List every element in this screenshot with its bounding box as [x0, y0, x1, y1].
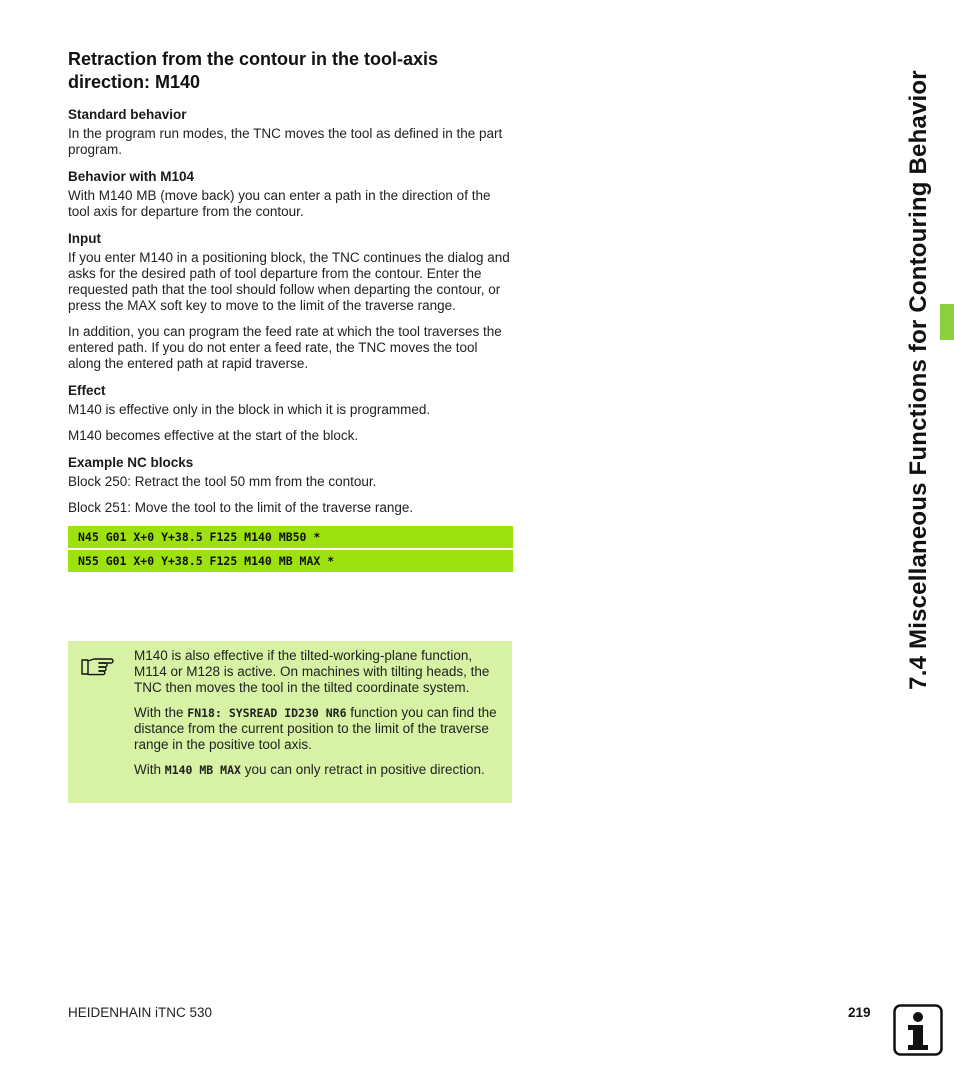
section-example-nc-blocks: [68, 454, 514, 516]
paragraph: If you enter M140 in a positioning block, the TNC continues the dialog and asks for the desired path of tool departure from the contour. Enter the requested path that the tool should follow when departing the contour, or press the MAX soft key to move to the limit of the traverse range.: [68, 250, 510, 313]
note-paragraph: [134, 705, 506, 753]
text: With the: [134, 705, 188, 720]
paragraph: In addition, you can program the feed rate at which the tool traverses the entered path. If you do not enter a feed rate, the TNC moves the tool along the entered path at rapid traverse.: [68, 324, 502, 371]
note-paragraph: M140 is also effective if the tilted-working-plane function, M114 or M128 is active. On machines with tilting heads, the TNC then moves the tool in the tilted coordinate system.: [134, 648, 490, 695]
section-standard-behavior: [68, 106, 514, 158]
footer-product: HEIDENHAIN iTNC 530: [68, 1005, 213, 1020]
code-line-n45: N45 G01 X+0 Y+38.5 F125 M140 MB50 *: [68, 526, 513, 548]
code-line-n55: N55 G01 X+0 Y+38.5 F125 M140 MB MAX *: [68, 550, 513, 572]
page-heading: Retraction from the contour in the tool-axis direction: M140: [68, 49, 439, 92]
section-title: Behavior with M104: [68, 169, 195, 184]
note-box: [68, 641, 512, 803]
section-title: Standard behavior: [68, 107, 187, 122]
paragraph: M140 is effective only in the block in which it is programmed.: [68, 402, 431, 417]
chapter-side-title: 7.4 Miscellaneous Functions for Contouring Behavior: [905, 70, 932, 690]
chapter-tab-marker: [940, 304, 954, 340]
inline-code: M140 MB MAX: [164, 763, 241, 777]
section-behavior-m104: [68, 168, 514, 220]
text: With: [134, 762, 165, 777]
info-icon: [893, 1004, 943, 1056]
pointing-hand-icon: [80, 651, 114, 677]
main-content: [68, 48, 514, 574]
section-effect: [68, 382, 514, 444]
note-text: [134, 648, 506, 787]
section-input: [68, 230, 514, 372]
paragraph: With M140 MB (move back) you can enter a path in the direction of the tool axis for departure from the contour.: [68, 188, 491, 219]
section-title: Example NC blocks: [68, 455, 194, 470]
paragraph: M140 becomes effective at the start of the block.: [68, 428, 359, 443]
paragraph: In the program run modes, the TNC moves the tool as defined in the part program.: [68, 126, 503, 157]
paragraph: Block 250: Retract the tool 50 mm from the contour.: [68, 474, 377, 489]
note-paragraph: [134, 762, 506, 778]
inline-code: FN18: SYSREAD ID230 NR6: [187, 706, 347, 720]
section-title: Input: [68, 231, 101, 246]
text: function you can find the distance from the current position to the limit of the traverse range in the positive tool axis.: [134, 705, 497, 752]
text: you can only retract in positive direction.: [240, 762, 485, 777]
paragraph: Block 251: Move the tool to the limit of the traverse range.: [68, 500, 414, 515]
section-title: Effect: [68, 383, 106, 398]
page-number: 219: [848, 1005, 871, 1020]
